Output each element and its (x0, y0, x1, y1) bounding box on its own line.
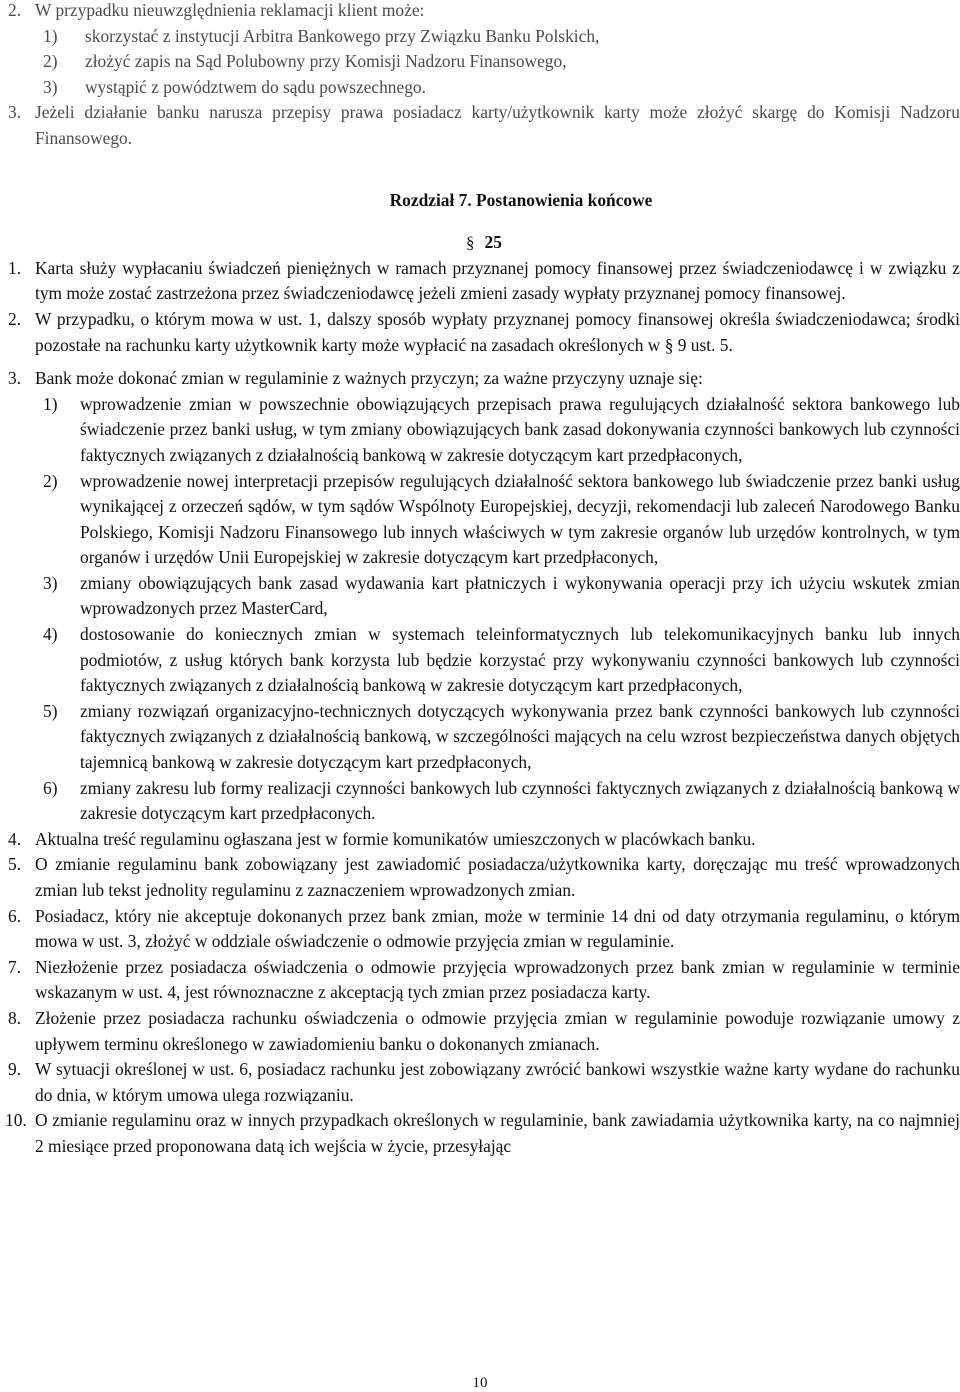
paragraph-8 (0, 1006, 960, 1057)
paragraph-text: Niezłożenie przez posiadacza oświadczenia o odmowie przyjęcia wprowadzonych przez bank zmian w regulaminie w terminie wskazanym w ust. 4, jest równoznaczne z akceptacją tych zmian przez posiadacza karty. (35, 956, 960, 1003)
section-symbol: § (466, 233, 475, 253)
paragraph-10 (0, 1108, 960, 1159)
paragraph-text: Karta służy wypłacaniu świadczeń pieniężnych w ramach przyznanej pomocy finansowej przez świadczeniodawcę i w związku z tym może zostać zastrzeżona przez świadczeniodawcę jeżeli zmieni zasady wypłaty przyznanej pomocy finansowej. (35, 257, 960, 304)
paragraph-number: 9. (8, 1059, 22, 1080)
paragraph-number: 5. (8, 854, 22, 875)
list-item (0, 24, 960, 50)
list-text: wprowadzenie nowej interpretacji przepisów regulujących działalność sektora bankowego lub świadczenie przez banki usług wynikającej z orzeczeń sądów, w tym sądów Wspólnoty Europejskiej, decyzji, rekomendacji lub zaleceń Narodowego Banku Polskiego, Komisji Nadzoru Finansowego lub innych właściwych w tym zakresie organów lub urzędów kontrolnych, w tym organów i urzędów Unii Europejskiej w zakresie dotyczącym kart przedpłaconych, (80, 470, 960, 568)
paragraph-text: W sytuacji określonej w ust. 6, posiadacz rachunku jest zobowiązany zwrócić bankowi wszystkie ważne karty wydane do rachunku do dnia, w którym umowa ulega rozwiązaniu. (35, 1059, 960, 1105)
paragraph-number: 2. (8, 308, 22, 329)
paragraph-number: 3. (8, 102, 22, 123)
list-text: złożyć zapis na Sąd Polubowny przy Komisji Nadzoru Finansowego, (85, 51, 567, 72)
list-item (0, 571, 960, 622)
paragraph-text: W przypadku, o którym mowa w ust. 1, dalszy sposób wypłaty przyznanej pomocy finansowej określa świadczeniodawca; środki pozostałe na rachunku karty użytkownik karty może wypłacić na zasadach określonych w § 9 ust. 5. (35, 308, 960, 355)
list-number: 1) (43, 393, 58, 414)
paragraph-number: 6. (8, 905, 22, 926)
list-number: 3) (43, 76, 58, 97)
list-item (0, 469, 960, 571)
list-number: 4) (43, 624, 58, 645)
list-item (0, 699, 960, 776)
list-item (0, 776, 960, 827)
list-item (0, 75, 960, 101)
list-text: dostosowanie do koniecznych zmian w systemach teleinformatycznych lub telekomunikacyjnych banku lub innych podmiotów, z usług których bank korzysta lub będzie korzystać przy wykonywaniu czynności bankowych lub czynności faktycznych związanych z działalnością bankową w zakresie dotyczącym kart przedpłaconych, (80, 624, 960, 696)
list-number: 5) (43, 700, 58, 721)
list-number: 2) (43, 470, 58, 491)
paragraph-9 (0, 1057, 960, 1108)
list-text: zmiany obowiązujących bank zasad wydawania kart płatniczych i wykonywania operacji przy ich użyciu wskutek zmian wprowadzonych przez MasterCard, (80, 572, 960, 619)
paragraph-text: Aktualna treść regulaminu ogłaszana jest w formie komunikatów umieszczonych w placówkach banku. (35, 828, 756, 849)
list-text: wystąpić z powództwem do sądu powszechnego. (85, 76, 426, 97)
paragraph-text: Złożenie przez posiadacza rachunku oświadczenia o odmowie przyjęcia zmian w regulaminie powoduje rozwiązanie umowy z upływem terminu określonego w zawiadomieniu banku o dokonanych zmianach. (35, 1007, 960, 1054)
paragraph-7 (0, 955, 960, 1006)
paragraph-number: 8. (8, 1007, 22, 1028)
section-number: 25 (484, 232, 502, 253)
paragraph-number: 7. (8, 956, 22, 977)
list-number: 2) (43, 51, 58, 72)
list-number: 6) (43, 777, 58, 798)
list-text: zmiany rozwiązań organizacyjno-technicznych dotyczących wykonywania przez bank czynności bankowych lub czynności faktycznych związanych z działalnością bankową, w szczególności mających na celu wzrost bezpieczeństwa danych objętych tajemnicą bankową w zakresie dotyczącym kart przedpłaconych, (80, 700, 960, 773)
paragraph-number: 4. (8, 828, 22, 849)
paragraph-6 (0, 904, 960, 955)
paragraph-text: O zmianie regulaminu oraz w innych przypadkach określonych w regulaminie, bank zawiadamia użytkownika karty, na co najmniej 2 miesiące przed proponowana datą ich wejścia w życie, przesyłając (35, 1110, 960, 1156)
paragraph-top-2 (0, 0, 960, 24)
paragraph-4 (0, 827, 960, 853)
paragraph-text: W przypadku nieuwzględnienia reklamacji klient może: (35, 0, 425, 20)
paragraph-text: O zmianie regulaminu bank zobowiązany jest zawiadomić posiadacza/użytkownika karty, doręczając mu treść wprowadzonych zmian lub tekst jednolity regulaminu z zaznaczeniem wprowadzonych zmian. (35, 854, 960, 900)
paragraph-5 (0, 852, 960, 903)
paragraph-text: Bank może dokonać zmian w regulaminie z ważnych przyczyn; za ważne przyczyny uznaje się: (35, 368, 703, 389)
list-item (0, 392, 960, 469)
list-item (0, 622, 960, 699)
list-text: wprowadzenie zmian w powszechnie obowiązujących przepisach prawa regulujących działalność sektora bankowego lub świadczenie przez banki usług, w tym zmiany obowiązujących bank zasad dokonywania czynności bankowych lub czynności faktycznych związanych z działalnością bankową w zakresie dotyczącym kart przedpłaconych, (80, 393, 960, 465)
chapter-title: Rozdział 7. Postanowienia końcowe (389, 189, 653, 210)
list-text: skorzystać z instytucji Arbitra Bankowego przy Związku Banku Polskich, (85, 25, 600, 46)
paragraph-3 (0, 366, 960, 392)
list-number: 1) (43, 25, 58, 46)
paragraph-2 (0, 307, 960, 358)
paragraph-number: 2. (8, 0, 22, 20)
paragraph-number: 10. (5, 1110, 27, 1131)
list-number: 3) (43, 572, 58, 593)
paragraph-number: 3. (8, 368, 22, 389)
paragraph-text: Jeżeli działanie banku narusza przepisy prawa posiadacz karty/użytkownik karty może złożyć skargę do Komisji Nadzoru Finansowego. (35, 102, 960, 148)
paragraph-number: 1. (8, 257, 22, 278)
list-item (0, 49, 960, 75)
paragraph-text: Posiadacz, który nie akceptuje dokonanych przez bank zmian, może w terminie 14 dni od daty otrzymania regulaminu, o którym mowa w ust. 3, złożyć w oddziale oświadczenie o odmowie przyjęcia zmian w regulaminie. (35, 905, 960, 952)
list-text: zmiany zakresu lub formy realizacji czynności bankowych lub czynności faktycznych związanych z działalnością bankową w zakresie dotyczącym kart przedpłaconych. (80, 777, 960, 824)
section-heading (0, 213, 960, 256)
paragraph-1 (0, 256, 960, 307)
page-number: 10 (472, 1375, 488, 1391)
paragraph-top-3 (0, 100, 960, 151)
